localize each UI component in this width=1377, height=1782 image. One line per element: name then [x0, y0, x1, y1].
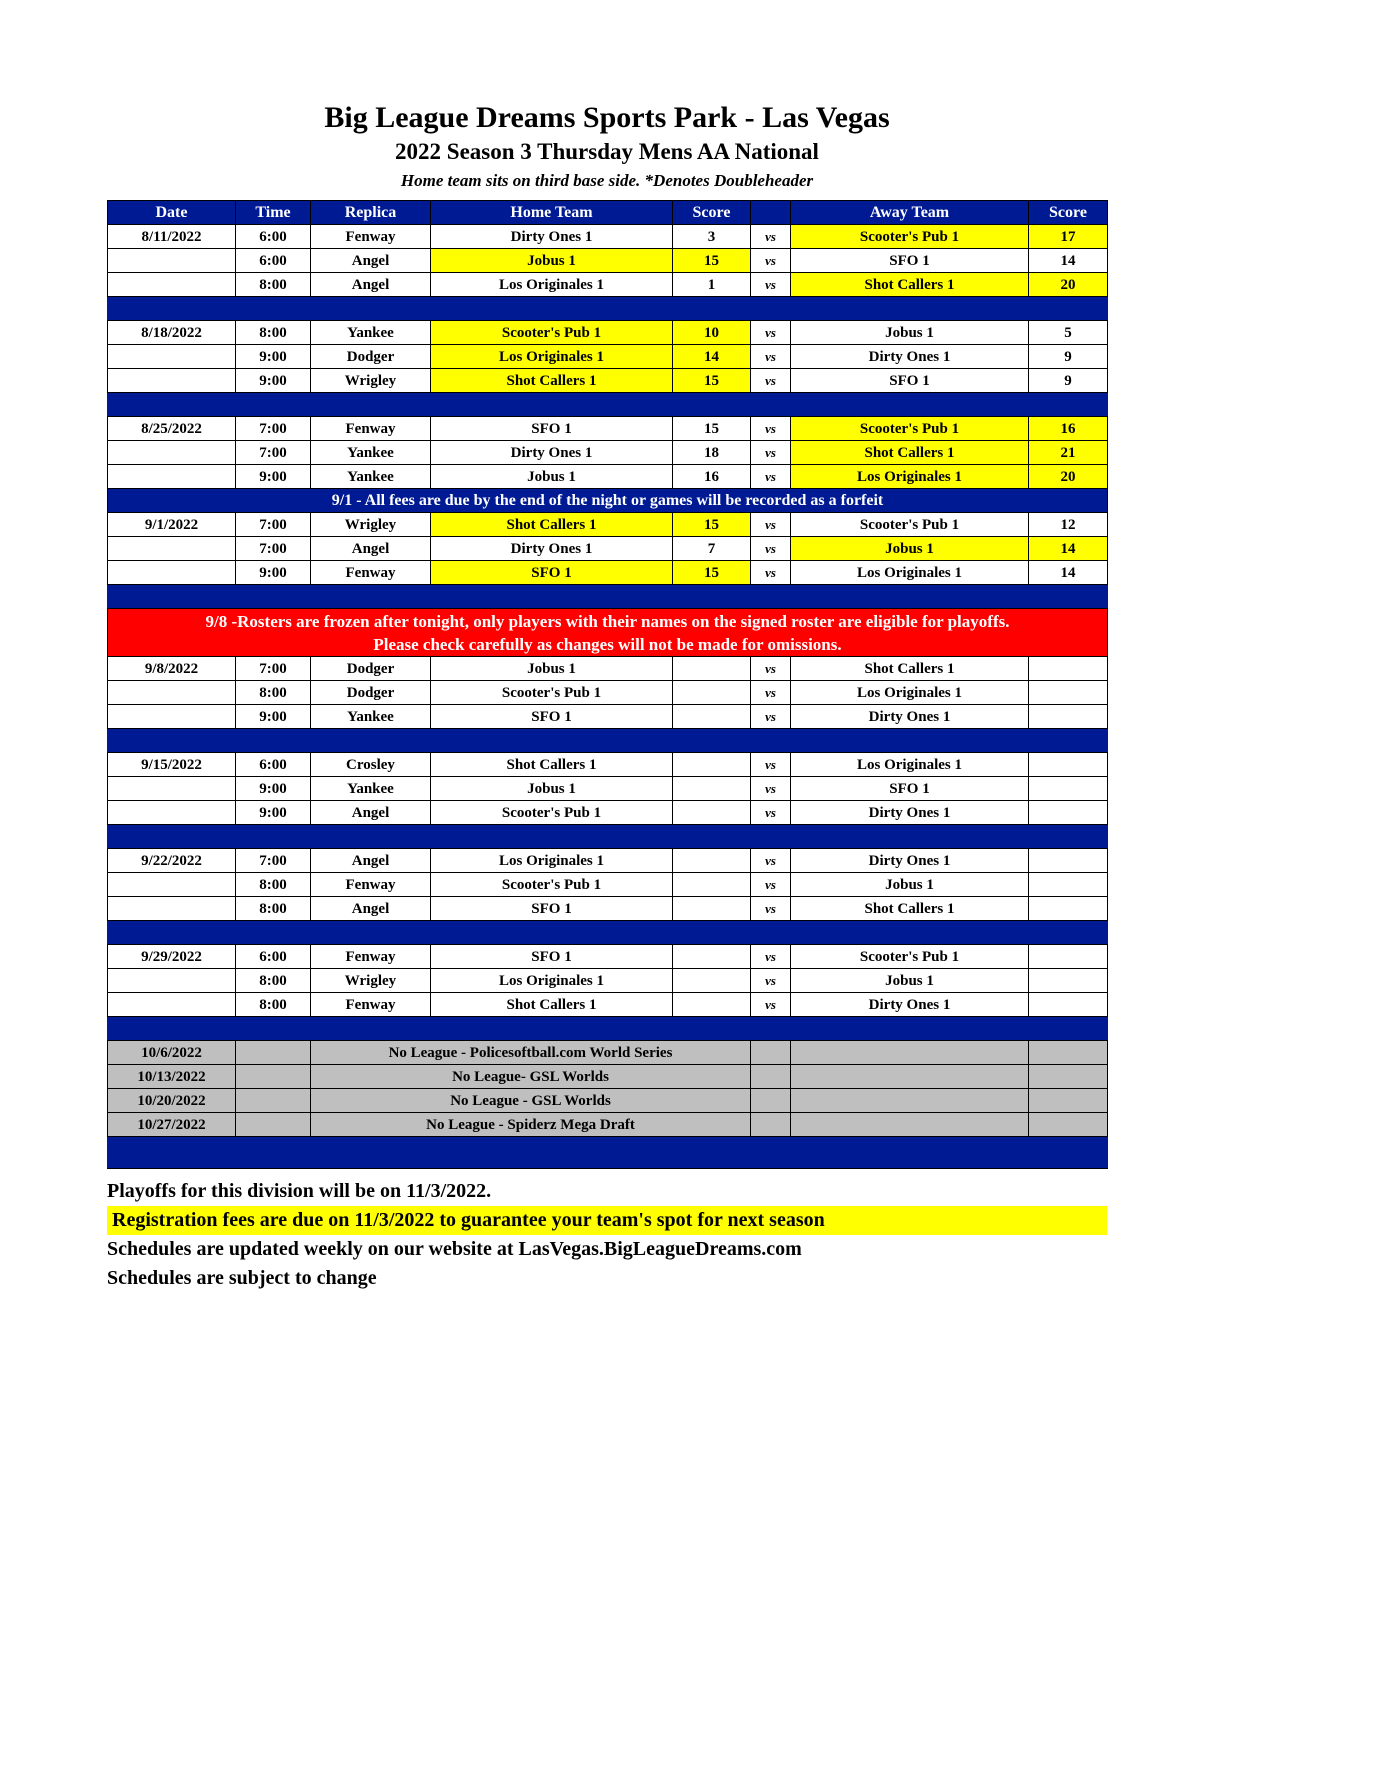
vs-cell: vs [751, 705, 791, 729]
date-cell [108, 777, 236, 801]
home-team-cell: Dirty Ones 1 [431, 537, 673, 561]
roster-freeze-notice-text [108, 609, 1108, 657]
vs-column-header [751, 201, 791, 225]
vs-cell [751, 1041, 791, 1065]
vs-cell [751, 1113, 791, 1137]
date-cell: 9/29/2022 [108, 945, 236, 969]
away-score-cell [1029, 1113, 1108, 1137]
vs-cell: vs [751, 897, 791, 921]
away-team-cell: Los Originales 1 [791, 681, 1029, 705]
date-cell [108, 345, 236, 369]
time-cell: 7:00 [236, 537, 311, 561]
home-score-cell [673, 753, 751, 777]
game-row [108, 249, 1108, 273]
vs-cell: vs [751, 681, 791, 705]
vs-cell: vs [751, 801, 791, 825]
away-team-cell: Los Originales 1 [791, 753, 1029, 777]
time-cell: 8:00 [236, 681, 311, 705]
replica-cell: Fenway [311, 417, 431, 441]
replica-cell: Yankee [311, 777, 431, 801]
away-team-cell: SFO 1 [791, 249, 1029, 273]
away-team-cell: Dirty Ones 1 [791, 849, 1029, 873]
replica-cell: Wrigley [311, 369, 431, 393]
replica-cell: Fenway [311, 225, 431, 249]
home-team-cell: Scooter's Pub 1 [431, 321, 673, 345]
time-cell: 7:00 [236, 513, 311, 537]
date-cell [108, 561, 236, 585]
game-row [108, 945, 1108, 969]
home-score-cell: 10 [673, 321, 751, 345]
home-team-cell: Scooter's Pub 1 [431, 801, 673, 825]
home-team-cell: Jobus 1 [431, 777, 673, 801]
game-row [108, 225, 1108, 249]
home-score-cell: 7 [673, 537, 751, 561]
time-cell: 8:00 [236, 873, 311, 897]
away-score-cell [1029, 993, 1108, 1017]
no-league-row [108, 1113, 1108, 1137]
replica-cell: Yankee [311, 321, 431, 345]
date-cell [108, 249, 236, 273]
vs-cell: vs [751, 537, 791, 561]
home-team-cell: SFO 1 [431, 561, 673, 585]
away-team-cell: Scooter's Pub 1 [791, 225, 1029, 249]
away-score-cell: 14 [1029, 537, 1108, 561]
away-team-cell: Dirty Ones 1 [791, 345, 1029, 369]
date-cell [108, 969, 236, 993]
game-row [108, 345, 1108, 369]
game-row [108, 681, 1108, 705]
time-cell: 9:00 [236, 777, 311, 801]
home-team-cell: Shot Callers 1 [431, 513, 673, 537]
away-score-cell: 9 [1029, 369, 1108, 393]
time-cell: 8:00 [236, 969, 311, 993]
game-row [108, 321, 1108, 345]
game-row [108, 969, 1108, 993]
replica-cell: Angel [311, 537, 431, 561]
time-cell [236, 1065, 311, 1089]
replica-cell: Fenway [311, 873, 431, 897]
home-team-cell: Dirty Ones 1 [431, 441, 673, 465]
footer-playoffs: Playoffs for this division will be on 11/3/2022. [107, 1180, 492, 1202]
time-cell: 6:00 [236, 249, 311, 273]
vs-cell: vs [751, 369, 791, 393]
time-cell: 9:00 [236, 705, 311, 729]
away-score-cell [1029, 897, 1108, 921]
time-cell: 6:00 [236, 753, 311, 777]
away-score-cell [1029, 945, 1108, 969]
away-team-cell: Shot Callers 1 [791, 657, 1029, 681]
home-team-cell: Los Originales 1 [431, 345, 673, 369]
away-score-cell: 21 [1029, 441, 1108, 465]
away-score-cell: 14 [1029, 561, 1108, 585]
home-team-cell: Shot Callers 1 [431, 993, 673, 1017]
away-team-cell: Scooter's Pub 1 [791, 417, 1029, 441]
spacer-band [108, 585, 1108, 609]
vs-cell: vs [751, 993, 791, 1017]
away-team-cell [791, 1089, 1029, 1113]
replica-cell: Crosley [311, 753, 431, 777]
home-team-cell: Jobus 1 [431, 249, 673, 273]
replica-cell: Angel [311, 249, 431, 273]
home-score-cell: 15 [673, 513, 751, 537]
home-score-cell: 16 [673, 465, 751, 489]
spacer-row [108, 585, 1108, 609]
replica-cell: Angel [311, 273, 431, 297]
replica-cell: Dodger [311, 657, 431, 681]
time-cell: 8:00 [236, 321, 311, 345]
away-score-cell [1029, 681, 1108, 705]
replica-cell: Fenway [311, 561, 431, 585]
away-score-cell: 9 [1029, 345, 1108, 369]
date-cell [108, 993, 236, 1017]
replica-cell: Fenway [311, 945, 431, 969]
game-row [108, 513, 1108, 537]
vs-cell: vs [751, 417, 791, 441]
away-team-cell: Los Originales 1 [791, 465, 1029, 489]
home-score-cell [673, 681, 751, 705]
fees-notice-text: 9/1 - All fees are due by the end of the night or games will be recorded as a forfeit [108, 489, 1108, 513]
date-cell [108, 441, 236, 465]
away-team-cell [791, 1065, 1029, 1089]
away-team-cell: Los Originales 1 [791, 561, 1029, 585]
date-cell: 8/25/2022 [108, 417, 236, 441]
spacer-band [108, 393, 1108, 417]
spacer-band [108, 1137, 1108, 1169]
date-cell [108, 897, 236, 921]
vs-cell: vs [751, 249, 791, 273]
away-score-cell: 20 [1029, 465, 1108, 489]
spacer-band [108, 729, 1108, 753]
column-header: Home Team [431, 201, 673, 225]
away-team-cell [791, 1041, 1029, 1065]
game-row [108, 561, 1108, 585]
date-cell [108, 681, 236, 705]
time-cell: 8:00 [236, 993, 311, 1017]
home-team-cell: Scooter's Pub 1 [431, 873, 673, 897]
home-score-cell [673, 657, 751, 681]
footer-registration: Registration fees are due on 11/3/2022 to guarantee your team's spot for next season [107, 1206, 1107, 1235]
home-score-cell: 15 [673, 249, 751, 273]
home-score-cell [673, 849, 751, 873]
vs-cell [751, 1065, 791, 1089]
away-score-cell [1029, 801, 1108, 825]
home-score-cell [673, 873, 751, 897]
column-header: Score [1029, 201, 1108, 225]
away-team-cell: Jobus 1 [791, 969, 1029, 993]
away-team-cell: Dirty Ones 1 [791, 705, 1029, 729]
vs-cell: vs [751, 657, 791, 681]
spacer-row [108, 393, 1108, 417]
vs-cell: vs [751, 873, 791, 897]
no-league-row [108, 1089, 1108, 1113]
column-header: Score [673, 201, 751, 225]
page-subtitle: 2022 Season 3 Thursday Mens AA National [395, 139, 819, 164]
date-cell: 9/8/2022 [108, 657, 236, 681]
spacer-row [108, 921, 1108, 945]
away-team-cell: Scooter's Pub 1 [791, 513, 1029, 537]
home-score-cell [673, 969, 751, 993]
home-score-cell: 15 [673, 417, 751, 441]
replica-cell: Yankee [311, 705, 431, 729]
date-cell: 10/20/2022 [108, 1089, 236, 1113]
vs-cell: vs [751, 273, 791, 297]
home-team-cell: SFO 1 [431, 945, 673, 969]
footer [107, 1177, 1107, 1293]
away-team-cell: Jobus 1 [791, 537, 1029, 561]
no-league-text: No League - Policesoftball.com World Series [311, 1041, 751, 1065]
replica-cell: Dodger [311, 345, 431, 369]
date-cell: 9/1/2022 [108, 513, 236, 537]
away-score-cell [1029, 753, 1108, 777]
away-score-cell: 16 [1029, 417, 1108, 441]
home-score-cell [673, 993, 751, 1017]
vs-cell: vs [751, 777, 791, 801]
date-cell [108, 537, 236, 561]
away-score-cell [1029, 969, 1108, 993]
game-row [108, 777, 1108, 801]
home-score-cell: 3 [673, 225, 751, 249]
vs-cell: vs [751, 465, 791, 489]
spacer-band [108, 1017, 1108, 1041]
spacer-row [108, 729, 1108, 753]
home-team-cell: Shot Callers 1 [431, 369, 673, 393]
time-cell: 9:00 [236, 465, 311, 489]
away-score-cell [1029, 1041, 1108, 1065]
home-score-cell: 14 [673, 345, 751, 369]
vs-cell: vs [751, 753, 791, 777]
home-score-cell [673, 705, 751, 729]
replica-cell: Yankee [311, 465, 431, 489]
replica-cell: Angel [311, 801, 431, 825]
replica-cell: Wrigley [311, 969, 431, 993]
spacer-band [108, 921, 1108, 945]
replica-cell: Fenway [311, 993, 431, 1017]
away-score-cell: 5 [1029, 321, 1108, 345]
footer-change-note: Schedules are subject to change [107, 1267, 377, 1289]
date-cell [108, 465, 236, 489]
home-score-cell [673, 801, 751, 825]
content-area [107, 0, 1107, 1293]
date-cell [108, 873, 236, 897]
vs-cell: vs [751, 345, 791, 369]
game-row [108, 369, 1108, 393]
time-cell: 9:00 [236, 345, 311, 369]
home-score-cell: 15 [673, 561, 751, 585]
home-team-cell: SFO 1 [431, 417, 673, 441]
game-row [108, 801, 1108, 825]
away-team-cell [791, 1113, 1029, 1137]
no-league-row [108, 1065, 1108, 1089]
home-score-cell [673, 945, 751, 969]
time-cell [236, 1089, 311, 1113]
spacer-row [108, 1137, 1108, 1169]
vs-cell: vs [751, 945, 791, 969]
away-score-cell [1029, 705, 1108, 729]
game-row [108, 417, 1108, 441]
away-team-cell: Jobus 1 [791, 321, 1029, 345]
column-header: Time [236, 201, 311, 225]
vs-cell: vs [751, 849, 791, 873]
away-score-cell [1029, 777, 1108, 801]
home-team-cell: Dirty Ones 1 [431, 225, 673, 249]
home-team-cell: SFO 1 [431, 705, 673, 729]
game-row [108, 441, 1108, 465]
footer-website: Schedules are updated weekly on our website at LasVegas.BigLeagueDreams.com [107, 1238, 802, 1260]
spacer-row [108, 297, 1108, 321]
game-row [108, 993, 1108, 1017]
vs-cell: vs [751, 225, 791, 249]
away-score-cell: 12 [1029, 513, 1108, 537]
vs-cell [751, 1089, 791, 1113]
time-cell: 7:00 [236, 657, 311, 681]
time-cell: 9:00 [236, 561, 311, 585]
away-score-cell [1029, 1089, 1108, 1113]
away-team-cell: SFO 1 [791, 777, 1029, 801]
notice-line: Please check carefully as changes will not be made for omissions. [373, 634, 842, 654]
game-row [108, 753, 1108, 777]
vs-cell: vs [751, 321, 791, 345]
spacer-band [108, 825, 1108, 849]
date-cell: 10/13/2022 [108, 1065, 236, 1089]
away-team-cell: SFO 1 [791, 369, 1029, 393]
home-team-cell: Scooter's Pub 1 [431, 681, 673, 705]
date-cell: 10/6/2022 [108, 1041, 236, 1065]
home-team-cell: Los Originales 1 [431, 969, 673, 993]
time-cell [236, 1041, 311, 1065]
away-score-cell [1029, 849, 1108, 873]
notice-line: 9/8 -Rosters are frozen after tonight, only players with their names on the signed roster are eligible for playoffs. [205, 611, 1010, 631]
time-cell: 9:00 [236, 801, 311, 825]
time-cell: 7:00 [236, 441, 311, 465]
page-note: Home team sits on third base side. *Denotes Doubleheader [400, 171, 814, 190]
table-header-row [108, 201, 1108, 225]
home-score-cell: 15 [673, 369, 751, 393]
vs-cell: vs [751, 969, 791, 993]
away-team-cell: Shot Callers 1 [791, 273, 1029, 297]
time-cell: 8:00 [236, 897, 311, 921]
away-team-cell: Shot Callers 1 [791, 441, 1029, 465]
away-team-cell: Scooter's Pub 1 [791, 945, 1029, 969]
game-row [108, 465, 1108, 489]
game-row [108, 705, 1108, 729]
replica-cell: Yankee [311, 441, 431, 465]
vs-cell: vs [751, 561, 791, 585]
game-row [108, 657, 1108, 681]
replica-cell: Wrigley [311, 513, 431, 537]
home-team-cell: SFO 1 [431, 897, 673, 921]
away-score-cell [1029, 657, 1108, 681]
date-cell: 8/11/2022 [108, 225, 236, 249]
roster-freeze-notice-row [108, 609, 1108, 657]
no-league-text: No League - Spiderz Mega Draft [311, 1113, 751, 1137]
replica-cell: Angel [311, 897, 431, 921]
away-score-cell: 20 [1029, 273, 1108, 297]
replica-cell: Dodger [311, 681, 431, 705]
game-row [108, 897, 1108, 921]
away-team-cell: Jobus 1 [791, 873, 1029, 897]
date-cell [108, 273, 236, 297]
away-team-cell: Dirty Ones 1 [791, 801, 1029, 825]
home-team-cell: Los Originales 1 [431, 273, 673, 297]
date-cell: 9/22/2022 [108, 849, 236, 873]
game-row [108, 537, 1108, 561]
time-cell: 8:00 [236, 273, 311, 297]
no-league-row [108, 1041, 1108, 1065]
home-team-cell: Shot Callers 1 [431, 753, 673, 777]
home-score-cell: 1 [673, 273, 751, 297]
away-score-cell: 17 [1029, 225, 1108, 249]
game-row [108, 273, 1108, 297]
spacer-row [108, 1017, 1108, 1041]
no-league-text: No League - GSL Worlds [311, 1089, 751, 1113]
game-row [108, 849, 1108, 873]
home-team-cell: Los Originales 1 [431, 849, 673, 873]
home-score-cell [673, 777, 751, 801]
spacer-row [108, 825, 1108, 849]
column-header: Replica [311, 201, 431, 225]
away-score-cell: 14 [1029, 249, 1108, 273]
home-team-cell: Jobus 1 [431, 657, 673, 681]
replica-cell: Angel [311, 849, 431, 873]
away-team-cell: Shot Callers 1 [791, 897, 1029, 921]
away-score-cell [1029, 1065, 1108, 1089]
away-score-cell [1029, 873, 1108, 897]
date-cell [108, 705, 236, 729]
schedule-table [107, 200, 1108, 1169]
home-score-cell [673, 897, 751, 921]
column-header: Away Team [791, 201, 1029, 225]
vs-cell: vs [751, 441, 791, 465]
home-team-cell: Jobus 1 [431, 465, 673, 489]
time-cell: 7:00 [236, 849, 311, 873]
game-row [108, 873, 1108, 897]
time-cell: 7:00 [236, 417, 311, 441]
time-cell [236, 1113, 311, 1137]
away-team-cell: Dirty Ones 1 [791, 993, 1029, 1017]
date-cell [108, 369, 236, 393]
time-cell: 6:00 [236, 225, 311, 249]
page-title: Big League Dreams Sports Park - Las Vegas [324, 101, 890, 134]
home-score-cell: 18 [673, 441, 751, 465]
vs-cell: vs [751, 513, 791, 537]
spacer-band [108, 297, 1108, 321]
time-cell: 9:00 [236, 369, 311, 393]
time-cell: 6:00 [236, 945, 311, 969]
fees-notice-row [108, 489, 1108, 513]
date-cell: 10/27/2022 [108, 1113, 236, 1137]
date-cell: 8/18/2022 [108, 321, 236, 345]
no-league-text: No League- GSL Worlds [311, 1065, 751, 1089]
column-header: Date [108, 201, 236, 225]
date-cell: 9/15/2022 [108, 753, 236, 777]
date-cell [108, 801, 236, 825]
